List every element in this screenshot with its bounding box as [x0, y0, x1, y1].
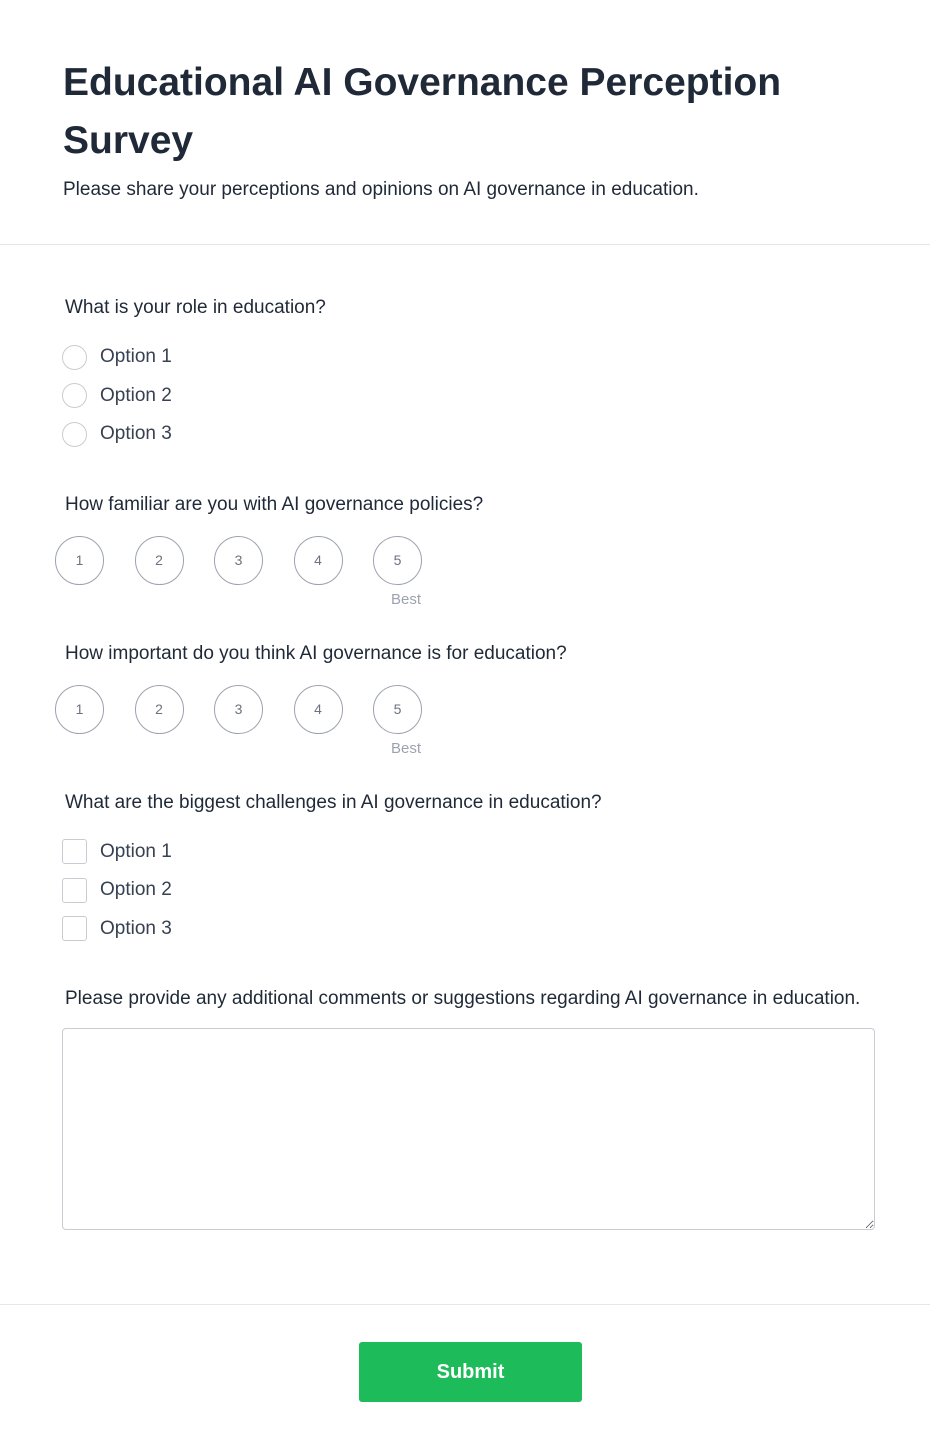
option-label: Option 1 — [100, 840, 172, 862]
rating-scale-familiarity — [55, 536, 875, 608]
checkbox-group-challenges — [65, 833, 875, 949]
radio-option-1[interactable] — [62, 338, 875, 377]
page-title: Educational AI Governance Perception Survey — [63, 61, 782, 162]
radio-button[interactable] — [62, 422, 87, 447]
option-label: Option 3 — [100, 917, 172, 939]
rating-option-4[interactable]: 4 — [294, 685, 343, 734]
radio-option-3[interactable] — [62, 415, 875, 454]
question-label: How familiar are you with AI governance policies? — [65, 493, 484, 515]
rating-option-5[interactable]: 5 — [373, 536, 422, 585]
survey-body — [0, 245, 930, 1230]
rating-item — [373, 536, 422, 608]
checkbox-option-3[interactable] — [62, 910, 875, 949]
rating-scale-importance — [55, 685, 875, 757]
question-familiarity — [0, 492, 930, 608]
radio-button[interactable] — [62, 345, 87, 370]
rating-option-1[interactable]: 1 — [55, 685, 104, 734]
comments-textarea[interactable] — [62, 1028, 875, 1230]
question-challenges — [0, 790, 930, 949]
question-label: How important do you think AI governance is for education? — [65, 642, 567, 664]
rating-option-3[interactable]: 3 — [214, 536, 263, 585]
rating-max-caption: Best — [391, 590, 422, 608]
checkbox-option-1[interactable] — [62, 833, 875, 872]
page-subtitle: Please share your perceptions and opinions on AI governance in education. — [63, 179, 699, 200]
rating-item — [214, 536, 263, 585]
option-label: Option 2 — [100, 384, 172, 406]
question-importance — [0, 641, 930, 757]
rating-item — [135, 536, 184, 585]
rating-option-1[interactable]: 1 — [55, 536, 104, 585]
radio-group-role — [65, 338, 875, 454]
rating-item — [55, 685, 104, 734]
question-role — [0, 295, 930, 454]
rating-option-5[interactable]: 5 — [373, 685, 422, 734]
survey-footer — [0, 1304, 930, 1451]
option-label: Option 3 — [100, 423, 172, 445]
option-label: Option 1 — [100, 346, 172, 368]
rating-item — [294, 536, 343, 585]
question-label: What are the biggest challenges in AI governance in education? — [65, 791, 602, 813]
rating-option-4[interactable]: 4 — [294, 536, 343, 585]
submit-button[interactable]: Submit — [359, 1342, 582, 1402]
rating-item — [214, 685, 263, 734]
radio-option-2[interactable] — [62, 377, 875, 416]
checkbox[interactable] — [62, 839, 87, 864]
checkbox[interactable] — [62, 916, 87, 941]
rating-item — [294, 685, 343, 734]
rating-item — [135, 685, 184, 734]
option-label: Option 2 — [100, 879, 172, 901]
rating-option-3[interactable]: 3 — [214, 685, 263, 734]
checkbox[interactable] — [62, 878, 87, 903]
radio-button[interactable] — [62, 383, 87, 408]
rating-item — [373, 685, 422, 757]
rating-max-caption: Best — [391, 739, 422, 757]
rating-option-2[interactable]: 2 — [135, 536, 184, 585]
question-label: Please provide any additional comments or suggestions regarding AI governance in education. — [65, 988, 861, 1009]
survey-header — [0, 0, 930, 245]
question-label: What is your role in education? — [65, 297, 326, 318]
checkbox-option-2[interactable] — [62, 871, 875, 910]
rating-option-2[interactable]: 2 — [135, 685, 184, 734]
rating-item — [55, 536, 104, 585]
question-comments — [0, 986, 930, 1230]
